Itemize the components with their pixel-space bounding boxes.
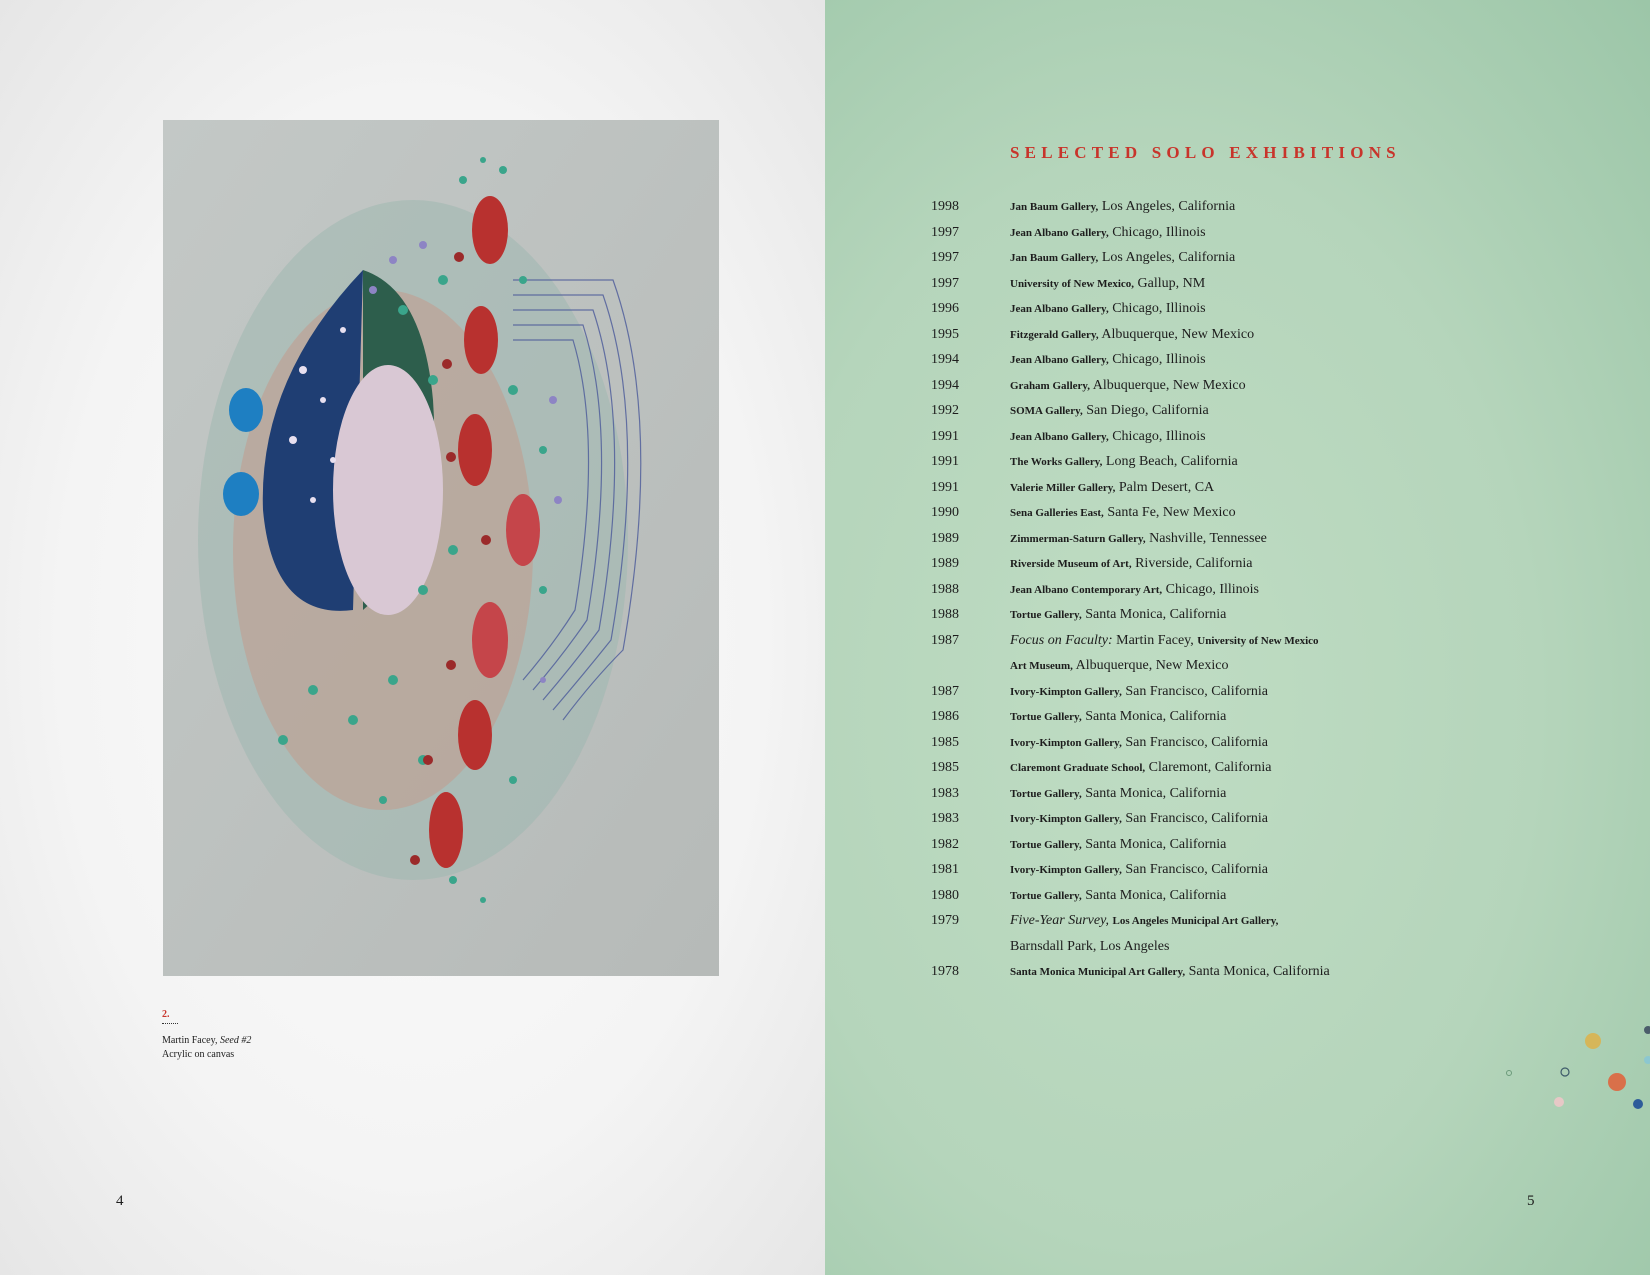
- exhibition-location: Albuquerque, New Mexico: [1075, 658, 1229, 673]
- exhibition-gallery: Ivory-Kimpton Gallery,: [1010, 685, 1122, 698]
- exhibition-year: 1978: [931, 964, 959, 979]
- exhibition-gallery: Ivory-Kimpton Gallery,: [1010, 864, 1122, 876]
- exhibition-year: 1992: [931, 403, 959, 418]
- exhibition-year: 1983: [931, 785, 959, 801]
- exhibition-gallery: Tortue Gallery,: [1010, 889, 1082, 902]
- exhibition-location: Claremont, California: [1148, 760, 1272, 775]
- exhibition-row: [931, 808, 1491, 834]
- exhibition-location: Chicago, Illinois: [1112, 224, 1206, 240]
- exhibition-year: 1988: [931, 607, 959, 622]
- exhibition-location: Santa Monica, California: [1085, 785, 1227, 801]
- exhibition-location: Santa Monica, California: [1085, 887, 1227, 903]
- exhibition-row: [931, 757, 1491, 783]
- exhibition-text: [1010, 349, 1206, 371]
- exhibition-text: [1010, 732, 1268, 754]
- exhibition-year: 1985: [931, 760, 959, 775]
- exhibition-location: Palm Desert, CA: [1118, 479, 1215, 495]
- exhibition-gallery: The Works Gallery,: [1010, 456, 1103, 468]
- exhibition-year: 1986: [931, 709, 959, 724]
- exhibition-year: 1988: [931, 581, 959, 597]
- exhibition-gallery: Jean Albano Gallery,: [1010, 303, 1109, 315]
- exhibition-artist: Martin Facey,: [1116, 632, 1194, 648]
- exhibition-text: [1010, 298, 1206, 320]
- exhibition-gallery: Tortue Gallery,: [1010, 711, 1082, 723]
- exhibition-text: [1010, 783, 1226, 805]
- exhibition-row: [931, 553, 1491, 579]
- exhibition-gallery: Jean Albano Gallery,: [1010, 430, 1109, 443]
- exhibition-text: [1010, 604, 1226, 626]
- exhibition-gallery: Jean Albano Contemporary Art,: [1010, 583, 1163, 596]
- exhibition-year: 1994: [931, 352, 959, 367]
- exhibition-gallery: Fitzgerald Gallery,: [1010, 328, 1099, 341]
- exhibition-text: [1010, 706, 1226, 728]
- exhibition-location: Los Angeles, California: [1101, 250, 1236, 265]
- caption-title-line: [162, 1034, 251, 1048]
- exhibition-text: [1010, 757, 1272, 779]
- exhibition-location: Nashville, Tennessee: [1149, 530, 1267, 546]
- exhibition-row: [931, 528, 1491, 554]
- exhibition-gallery: Tortue Gallery,: [1010, 787, 1082, 800]
- exhibition-gallery: Riverside Museum of Art,: [1010, 558, 1132, 570]
- exhibition-row: [931, 706, 1491, 732]
- exhibition-year: 1980: [931, 887, 959, 903]
- exhibition-year: 1989: [931, 530, 959, 546]
- exhibition-text: [1010, 885, 1226, 907]
- exhibition-row: [931, 477, 1491, 503]
- exhibition-year: 1994: [931, 377, 959, 393]
- exhibition-row: [931, 604, 1491, 630]
- exhibition-row: [931, 375, 1491, 401]
- figure-caption: [162, 1008, 251, 1062]
- exhibition-year: 1995: [931, 326, 959, 342]
- exhibition-gallery: Jan Baum Gallery,: [1010, 201, 1099, 213]
- exhibition-location: Los Angeles, California: [1101, 199, 1236, 214]
- exhibition-row: [931, 426, 1491, 452]
- exhibition-year: 1982: [931, 836, 959, 852]
- exhibition-gallery: Los Angeles Municipal Art Gallery,: [1112, 915, 1279, 927]
- exhibition-row: [931, 349, 1491, 375]
- exhibition-row: [931, 502, 1491, 528]
- exhibition-gallery: SOMA Gallery,: [1010, 405, 1083, 417]
- page-number-right: 5: [1527, 1193, 1535, 1209]
- exhibition-text: [1010, 400, 1209, 422]
- exhibition-year: 1985: [931, 734, 959, 750]
- exhibition-row: [931, 859, 1491, 885]
- exhibition-text: [1010, 273, 1205, 295]
- exhibition-text: [1010, 477, 1214, 499]
- exhibition-row: [931, 579, 1491, 605]
- exhibition-year: 1981: [931, 862, 959, 877]
- exhibition-gallery: Graham Gallery,: [1010, 379, 1091, 392]
- exhibition-gallery: Tortue Gallery,: [1010, 609, 1082, 621]
- exhibition-gallery: Zimmerman-Saturn Gallery,: [1010, 532, 1146, 545]
- exhibition-gallery: Jan Baum Gallery,: [1010, 252, 1099, 264]
- exhibition-row: [931, 681, 1491, 707]
- exhibition-row: [931, 961, 1491, 987]
- exhibition-row: [931, 324, 1491, 350]
- exhibition-list: [931, 196, 1491, 987]
- exhibition-location: San Francisco, California: [1125, 862, 1269, 877]
- exhibition-gallery: Jean Albano Gallery,: [1010, 226, 1109, 239]
- exhibition-year: 1996: [931, 301, 959, 316]
- exhibition-year: 1991: [931, 479, 959, 495]
- exhibition-text: [1010, 528, 1267, 550]
- exhibition-gallery: Ivory-Kimpton Gallery,: [1010, 736, 1122, 749]
- exhibition-location: Chicago, Illinois: [1165, 581, 1259, 597]
- exhibition-text: [1010, 502, 1236, 524]
- caption-divider: [162, 1023, 178, 1024]
- exhibition-location: San Francisco, California: [1125, 734, 1269, 750]
- exhibition-row: [931, 655, 1491, 681]
- caption-artist: Martin Facey,: [162, 1035, 218, 1046]
- exhibition-location: Gallup, NM: [1137, 275, 1206, 291]
- exhibition-text: [1010, 910, 1278, 932]
- exhibition-year: 1997: [931, 224, 959, 240]
- exhibition-text: [1010, 961, 1330, 983]
- exhibition-show-title: Focus on Faculty:: [1010, 632, 1113, 648]
- exhibition-gallery: Claremont Graduate School,: [1010, 762, 1146, 774]
- exhibition-row: [931, 936, 1491, 962]
- exhibition-row: [931, 732, 1491, 758]
- exhibition-year: 1997: [931, 275, 959, 291]
- exhibition-location: Santa Monica, California: [1085, 709, 1227, 724]
- exhibition-text: [1010, 834, 1226, 856]
- exhibition-year: 1987: [931, 632, 959, 648]
- caption-artwork-title: Seed #2: [219, 1035, 252, 1046]
- exhibition-row: [931, 196, 1491, 222]
- exhibition-row: [931, 273, 1491, 299]
- exhibition-gallery: Santa Monica Municipal Art Gallery,: [1010, 966, 1186, 978]
- exhibition-text: [1010, 553, 1253, 575]
- exhibition-location: Chicago, Illinois: [1112, 352, 1206, 367]
- exhibition-location: San Diego, California: [1086, 403, 1209, 418]
- exhibition-text: [1010, 681, 1268, 703]
- exhibition-text: [1010, 936, 1169, 958]
- exhibition-row: [931, 885, 1491, 911]
- exhibition-location: Santa Monica, California: [1085, 836, 1227, 852]
- exhibition-location: Chicago, Illinois: [1112, 428, 1206, 444]
- page-number-left: 4: [116, 1193, 124, 1209]
- decorative-dots: [1490, 1020, 1650, 1140]
- exhibition-location: Riverside, California: [1135, 556, 1253, 571]
- exhibition-row: [931, 400, 1491, 426]
- exhibition-year: 1987: [931, 683, 959, 699]
- exhibition-text: [1010, 196, 1235, 218]
- painting-image: [163, 120, 719, 976]
- exhibition-location: San Francisco, California: [1125, 683, 1269, 699]
- exhibition-row: [931, 247, 1491, 273]
- exhibition-text: [1010, 426, 1206, 448]
- exhibition-location: San Francisco, California: [1125, 811, 1269, 826]
- exhibition-year: 1990: [931, 505, 959, 520]
- exhibition-location: Barnsdall Park, Los Angeles: [1010, 938, 1170, 954]
- exhibition-gallery: Valerie Miller Gallery,: [1010, 481, 1116, 494]
- exhibition-row: [931, 222, 1491, 248]
- exhibition-row: [931, 451, 1491, 477]
- exhibition-location: Santa Monica, California: [1085, 607, 1227, 622]
- exhibition-location: Santa Fe, New Mexico: [1107, 505, 1236, 520]
- exhibition-gallery: Sena Galleries East,: [1010, 507, 1104, 519]
- exhibition-location: Albuquerque, New Mexico: [1092, 377, 1246, 393]
- exhibition-text: [1010, 630, 1319, 652]
- exhibition-gallery: University of New Mexico,: [1010, 277, 1135, 290]
- exhibition-row: [931, 783, 1491, 809]
- exhibition-row: [931, 834, 1491, 860]
- exhibition-text: [1010, 808, 1268, 830]
- exhibition-year: 1983: [931, 811, 959, 826]
- exhibition-text: [1010, 247, 1235, 269]
- exhibition-gallery: Jean Albano Gallery,: [1010, 354, 1109, 366]
- exhibition-gallery: University of New Mexico: [1197, 634, 1319, 647]
- exhibition-gallery: Ivory-Kimpton Gallery,: [1010, 813, 1122, 825]
- exhibition-year: 1991: [931, 454, 959, 469]
- exhibition-text: [1010, 451, 1238, 473]
- exhibition-text: [1010, 222, 1206, 244]
- exhibition-row: [931, 630, 1491, 656]
- section-title: SELECTED SOLO EXHIBITIONS: [1010, 143, 1401, 162]
- exhibition-year: 1991: [931, 428, 959, 444]
- exhibition-gallery: Art Museum,: [1010, 660, 1073, 672]
- exhibition-text: [1010, 579, 1259, 601]
- caption-number: 2.: [162, 1009, 170, 1020]
- exhibition-gallery: Tortue Gallery,: [1010, 838, 1082, 851]
- exhibition-year: 1998: [931, 199, 959, 214]
- exhibition-year: 1997: [931, 250, 959, 265]
- exhibition-location: Albuquerque, New Mexico: [1101, 326, 1255, 342]
- exhibition-row: [931, 298, 1491, 324]
- exhibition-location: Long Beach, California: [1105, 454, 1238, 469]
- caption-medium: Acrylic on canvas: [162, 1049, 235, 1060]
- painting-illustration: [163, 120, 719, 976]
- exhibition-text: [1010, 375, 1246, 397]
- exhibition-text: [1010, 859, 1268, 881]
- exhibition-text: [1010, 324, 1254, 346]
- exhibition-show-title: Five-Year Survey,: [1010, 913, 1110, 928]
- exhibition-location: Chicago, Illinois: [1112, 301, 1206, 316]
- exhibition-year: 1979: [931, 913, 959, 928]
- exhibition-row: [931, 910, 1491, 936]
- exhibition-year: 1989: [931, 556, 959, 571]
- exhibition-location: Santa Monica, California: [1188, 964, 1330, 979]
- exhibition-text: [1010, 655, 1228, 677]
